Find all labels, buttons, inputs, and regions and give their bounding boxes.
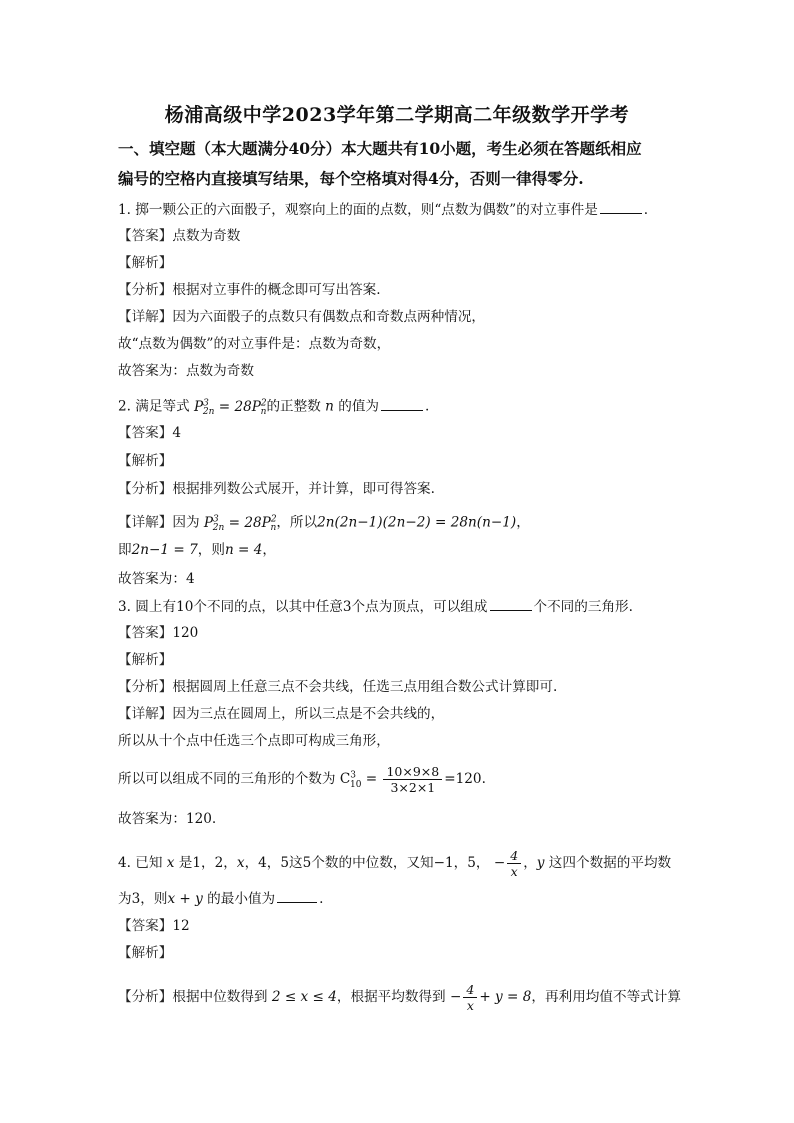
q2-analysis	[118, 480, 435, 498]
q4-stem2-text-2: 的最小值为	[207, 891, 276, 907]
q1-answer	[118, 227, 240, 245]
q4-var-x-2: x	[236, 855, 245, 871]
q4-fraction-den: x	[510, 864, 518, 879]
q2-detail2-text-2: ，则	[197, 542, 225, 558]
q4-stem-text-2: 是1，2，	[178, 855, 237, 871]
q3-answer-text: 120	[172, 625, 199, 641]
q1-stem	[118, 200, 648, 219]
q3-fraction	[383, 764, 442, 795]
q4-stem2-end: .	[319, 891, 324, 907]
jiexi-label: 【解析】	[118, 652, 173, 668]
q4-fraction-num: 4	[507, 848, 521, 864]
q1-detail-text: 因为六面骰子的点数只有偶数点和奇数点两种情况，	[172, 309, 486, 325]
q4-analysis-fraction-num: 4	[463, 982, 477, 998]
analysis-label: 【分析】	[118, 282, 173, 298]
q2-final: 故答案为：4	[118, 571, 195, 587]
q2-stem	[118, 394, 429, 421]
q3-stem	[118, 597, 633, 616]
q4-stem2-text: 为3，则	[118, 891, 168, 907]
q4-inequality: 2 ≤ x ≤ 4	[271, 989, 337, 1005]
section-heading-line-1: 一、填空题（本大题满分40分）本大题共有10小题，考生必须在答题纸相应	[118, 139, 642, 158]
q1-analysis-text: 根据对立事件的概念即可写出答案.	[172, 282, 381, 298]
q2-equation-3: 2n−1 = 7	[131, 542, 198, 558]
detail-label: 【详解】	[118, 309, 173, 325]
q2-answer	[118, 424, 181, 442]
q2-stem-text: 2. 满足等式	[118, 398, 190, 415]
q2-detail-2	[118, 541, 276, 559]
q4-stem	[118, 848, 671, 879]
q3-final: 故答案为：120.	[118, 811, 217, 827]
q2-stem-text-3: 的值为	[338, 398, 380, 415]
q4-expr-x-plus-y: x + y	[167, 891, 208, 907]
q3-analysis	[118, 678, 557, 696]
jiexi-label: 【解析】	[118, 945, 173, 961]
q2-answer-text: 4	[172, 425, 182, 441]
q4-fraction	[507, 848, 521, 879]
q3-jiexi	[118, 651, 172, 669]
q3-detail3-result: =120.	[444, 771, 486, 787]
answer-label: 【答案】	[118, 425, 173, 441]
jiexi-label: 【解析】	[118, 453, 173, 469]
q3-fraction-denominator: 3×2×1	[390, 780, 436, 795]
q3-detail-3	[118, 764, 486, 795]
q4-analysis	[118, 982, 681, 1013]
q2-detail-equation-2: 2n(2n−1)(2n−2) = 28n(n−1)	[317, 514, 517, 531]
q3-combination: $C^3_{10}$ =	[339, 770, 378, 790]
answer-label: 【答案】	[118, 625, 173, 641]
q4-analysis-fraction	[463, 982, 477, 1013]
q4-stem-text-4: ，	[523, 855, 537, 871]
section-heading-line-2: 编号的空格内直接填写结果，每个空格填对得4分，否则一律得零分.	[118, 169, 584, 188]
q4-var-y: y	[536, 855, 549, 871]
q1-analysis	[118, 281, 381, 299]
q2-detail	[118, 510, 530, 537]
q2-equation: $P^3_{2n} = 28P^2_n$	[194, 398, 267, 418]
q2-jiexi	[118, 452, 172, 470]
q2-detail-text-3: ，	[516, 514, 530, 531]
q3-fraction-numerator: 10×9×8	[383, 764, 442, 780]
q2-analysis-text: 根据排列数公式展开，并计算，即可得答案.	[172, 481, 435, 497]
detail-label: 【详解】	[118, 706, 173, 722]
q4-analysis-equation: + y = 8	[479, 989, 532, 1005]
q3-analysis-text: 根据圆周上任意三点不会共线，任选三点用组合数公式计算即可.	[172, 679, 558, 695]
q4-stem-text-3: ，4，5这5个数的中位数，又知−1，5，	[244, 855, 490, 871]
q4-var-x: x	[162, 855, 179, 871]
q3-detail-text: 因为三点在圆周上，所以三点是不会共线的，	[172, 706, 445, 722]
q4-analysis-text-2: ，根据平均数得到	[336, 989, 446, 1005]
q3-answer	[118, 624, 198, 642]
q1-detail-2: 故“点数为偶数”的对立事件是：点数为奇数，	[118, 336, 391, 352]
q3-detail3-text: 所以可以组成不同的三角形的个数为	[118, 771, 336, 787]
answer-label: 【答案】	[118, 918, 173, 934]
answer-label: 【答案】	[118, 228, 173, 244]
q2-detail-text-2: ，所以	[276, 514, 318, 531]
q4-answer	[118, 917, 190, 935]
q2-detail2-text-3: ，	[262, 542, 276, 558]
q4-stem-2	[118, 889, 323, 908]
q2-var-n: n	[320, 398, 339, 415]
q2-stem-end: .	[425, 398, 430, 415]
q2-detail2-text: 即	[118, 542, 132, 558]
page-title: 杨浦高级中学2023学年第二学期高二年级数学开学考	[164, 104, 630, 126]
q2-detail-equation-1: $P^3_{2n} = 28P^2_n$	[203, 514, 277, 534]
q4-answer-blank	[277, 889, 317, 903]
q2-equation-4: n = 4	[224, 542, 263, 558]
q4-stem-text: 4. 已知	[118, 855, 163, 871]
analysis-label: 【分析】	[118, 679, 173, 695]
q3-detail-2: 所以从十个点中任选三个点即可构成三角形，	[118, 733, 390, 749]
q4-analysis-text: 根据中位数得到	[172, 989, 268, 1005]
q1-stem-text: 1. 掷一颗公正的六面骰子，观察向上的面的点数，则“点数为偶数”的对立事件是	[118, 202, 598, 218]
q2-answer-blank	[381, 397, 423, 411]
q3-detail	[118, 705, 444, 723]
q4-neg-sign: −	[493, 855, 506, 871]
q3-stem-text-2: 个不同的三角形.	[533, 599, 633, 615]
q4-analysis-fraction-den: x	[466, 998, 474, 1013]
q4-analysis-neg: −	[449, 989, 462, 1005]
detail-label: 【详解】	[118, 514, 173, 531]
q3-stem-text: 3. 圆上有10个不同的点，以其中任意3个点为顶点，可以组成	[118, 599, 488, 615]
q4-stem-text-5: 这四个数据的平均数	[548, 855, 672, 871]
jiexi-label: 【解析】	[118, 255, 173, 271]
q1-final: 故答案为：点数为奇数	[118, 363, 254, 379]
analysis-label: 【分析】	[118, 989, 173, 1005]
q1-detail	[118, 308, 485, 326]
q4-answer-text: 12	[172, 918, 190, 934]
q2-detail-text: 因为	[172, 514, 200, 531]
q4-analysis-text-3: ，再利用均值不等式计算	[531, 989, 681, 1005]
q2-stem-text-2: 的正整数	[266, 398, 321, 415]
q1-answer-text: 点数为奇数	[172, 228, 241, 244]
q3-answer-blank	[490, 597, 532, 611]
q1-stem-end: .	[643, 202, 649, 218]
q1-jiexi	[118, 254, 172, 272]
q1-answer-blank	[600, 200, 642, 214]
analysis-label: 【分析】	[118, 481, 173, 497]
q4-jiexi	[118, 944, 172, 962]
